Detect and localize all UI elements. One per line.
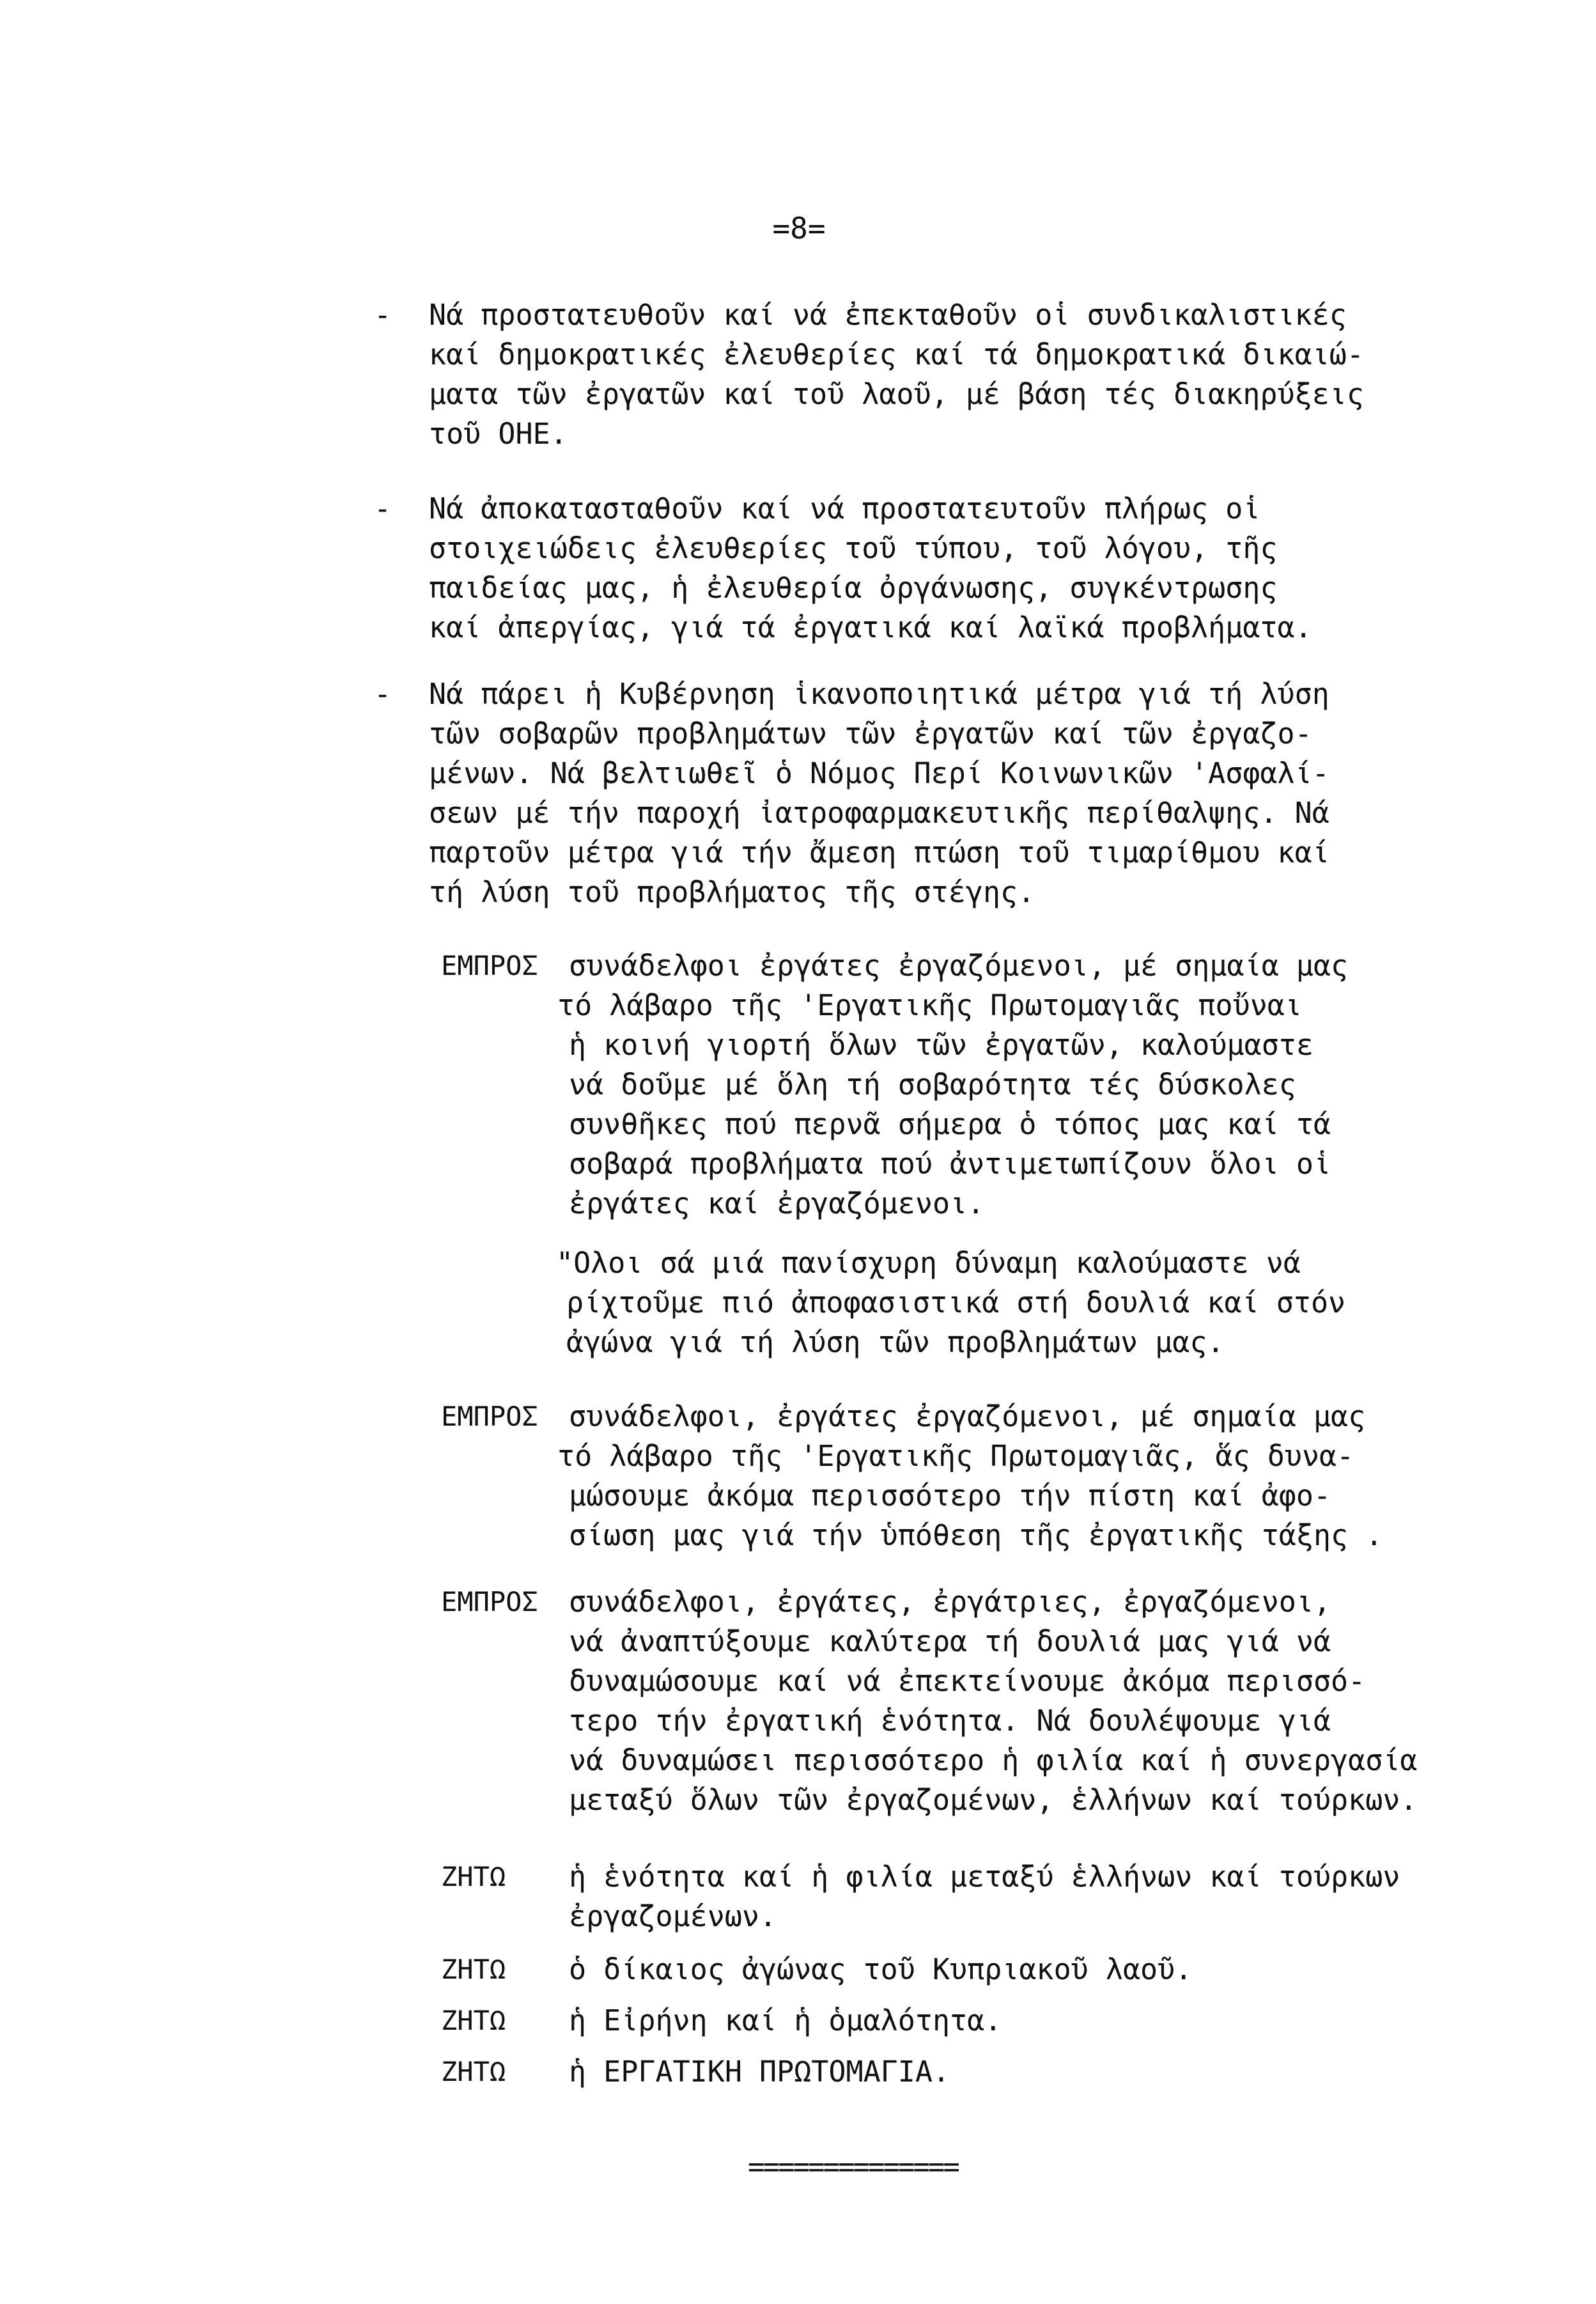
section-text xyxy=(569,2001,1002,2041)
text-line: Νά ἀποκατασταθοῦν καί νά προστατευτοῦν πλήρως οἱ xyxy=(429,492,1260,525)
text-line: ἀγώνα γιά τή λύση τῶν προβλημάτων μας. xyxy=(566,1325,1225,1359)
section-text xyxy=(569,1582,1418,1820)
section-lead-word: ΕΜΠΡΟΣ xyxy=(441,1401,538,1432)
text-line: δυναμώσουμε καί νά ἐπεκτείνουμε ἀκόμα περισσό- xyxy=(569,1664,1366,1698)
bullet-dash: - xyxy=(374,298,392,332)
text-line: ρίχτοῦμε πιό ἀποφασιστικά στή δουλιά καί στόν xyxy=(566,1286,1346,1319)
section-lead-word: ΕΜΠΡΟΣ xyxy=(441,1586,538,1617)
text-line: συνθῆκες πού περνᾶ σήμερα ὁ τόπος μας καί τά xyxy=(569,1107,1331,1141)
text-line: σεων μέ τήν παροχή ἰατροφαρμακευτικῆς περίθαλψης. Νά xyxy=(429,796,1329,830)
bullet-text xyxy=(429,489,1312,648)
section-lead-word: ΖΗΤΩ xyxy=(441,1861,506,1892)
text-line: νά δοῦμε μέ ὅλη τή σοβαρότητα τές δύσκολες xyxy=(569,1068,1296,1101)
text-line: συνάδελφοι, ἐργάτες, ἐργάτριες, ἐργαζόμενοι, xyxy=(569,1585,1331,1619)
text-line: μένων. Νά βελτιωθεῖ ὁ Νόμος Περί Κοινωνικῶν 'Ασφαλί- xyxy=(429,756,1329,790)
text-line: σίωση μας γιά τήν ὑπόθεση τῆς ἐργατικῆς τάξης . xyxy=(569,1518,1383,1552)
text-line: νά ἀναπτύξουμε καλύτερα τή δουλιά μας γιά νά xyxy=(569,1624,1331,1658)
text-line: ἡ Εἰρήνη καί ἡ ὁμαλότητα. xyxy=(569,2004,1002,2037)
section-lead-word: ΕΜΠΡΟΣ xyxy=(441,950,538,981)
text-line: συνάδελφοι ἐργάτες ἐργαζόμενοι, μέ σημαία μας xyxy=(569,949,1349,983)
text-line: παιδείας μας, ἡ ἐλευθερία ὀργάνωσης, συγκέντρωσης xyxy=(429,571,1278,605)
text-line: "Ολοι σά μιά πανίσχυρη δύναμη καλούμαστε νά xyxy=(556,1246,1301,1280)
page-number: =8= xyxy=(772,211,826,245)
text-line: μώσουμε ἀκόμα περισσότερο τήν πίστη καί ἀφο- xyxy=(569,1479,1331,1513)
section-lead-word: ΖΗΤΩ xyxy=(441,2005,506,2036)
text-line: τή λύση τοῦ προβλήματος τῆς στέγης. xyxy=(429,875,1035,909)
text-line: τοῦ ΟΗΕ. xyxy=(429,417,568,451)
text-line: καί δημοκρατικές ἐλευθερίες καί τά δημοκρατικά δικαιώ- xyxy=(429,338,1364,371)
section-lead-word: ΖΗΤΩ xyxy=(441,1954,506,1985)
text-line: Νά πάρει ἡ Κυβέρνηση ἱκανοποιητικά μέτρα γιά τή λύση xyxy=(429,677,1329,711)
section-text xyxy=(569,1857,1400,1936)
text-line: στοιχειώδεις ἐλευθερίες τοῦ τύπου, τοῦ λόγου, τῆς xyxy=(429,531,1278,565)
text-line: συνάδελφοι, ἐργάτες ἐργαζόμενοι, μέ σημαία μας xyxy=(569,1399,1366,1433)
text-line: ἡ κοινή γιορτή ὅλων τῶν ἐργατῶν, καλούμαστε xyxy=(569,1028,1313,1062)
bullet-dash: - xyxy=(374,677,392,711)
section-text xyxy=(569,1950,1192,1989)
section-text xyxy=(557,946,1349,1224)
text-line: σοβαρά προβλήματα πού ἀντιμετωπίζουν ὅλοι οἱ xyxy=(569,1147,1331,1181)
text-line: παρτοῦν μέτρα γιά τήν ἄμεση πτώση τοῦ τιμαρίθμου καί xyxy=(429,836,1329,869)
text-line: τῶν σοβαρῶν προβλημάτων τῶν ἐργατῶν καί τῶν ἐργαζο- xyxy=(429,717,1312,751)
bullet-dash: - xyxy=(374,492,392,525)
text-line: ἡ ΕΡΓΑΤΙΚΗ ΠΡΩΤΟΜΑΓΙΑ. xyxy=(569,2055,950,2089)
text-line: ἡ ἑνότητα καί ἡ φιλία μεταξύ ἑλλήνων καί τούρκων xyxy=(569,1860,1400,1894)
text-line: τερο τήν ἐργατική ἑνότητα. Νά δουλέψουμε γιά xyxy=(569,1704,1331,1738)
closing-rule: ============== xyxy=(748,2151,958,2183)
text-line: μεταξύ ὅλων τῶν ἐργαζομένων, ἑλλήνων καί τούρκων. xyxy=(569,1783,1418,1817)
text-line: ἐργαζομένων. xyxy=(569,1899,777,1933)
text-line: ἐργάτες καί ἐργαζόμενοι. xyxy=(569,1187,985,1220)
section-lead-word: ΖΗΤΩ xyxy=(441,2056,506,2087)
text-line: τό λάβαρο τῆς 'Εργατικῆς Πρωτομαγιᾶς ποὔναι xyxy=(557,988,1302,1022)
text-line: ματα τῶν ἐργατῶν καί τοῦ λαοῦ, μέ βάση τές διακηρύξεις xyxy=(429,377,1364,411)
text-line: τό λάβαρο τῆς 'Εργατικῆς Πρωτομαγιᾶς, ἅς δυνα- xyxy=(557,1439,1354,1473)
text-line: καί ἀπεργίας, γιά τά ἐργατικά καί λαϊκά προβλήματα. xyxy=(429,611,1312,644)
text-line: νά δυναμώσει περισσότερο ἡ φιλία καί ἡ συνεργασία xyxy=(569,1743,1418,1777)
bullet-text xyxy=(429,295,1364,454)
bullet-text xyxy=(429,674,1329,912)
text-line: ὁ δίκαιος ἀγώνας τοῦ Κυπριακοῦ λαοῦ. xyxy=(569,1952,1193,1986)
section-text xyxy=(569,2052,950,2092)
text-line: Νά προστατευθοῦν καί νά ἐπεκταθοῦν οἱ συνδικαλιστικές xyxy=(429,298,1347,332)
section-text xyxy=(557,1397,1383,1555)
indented-paragraph xyxy=(556,1243,1345,1362)
